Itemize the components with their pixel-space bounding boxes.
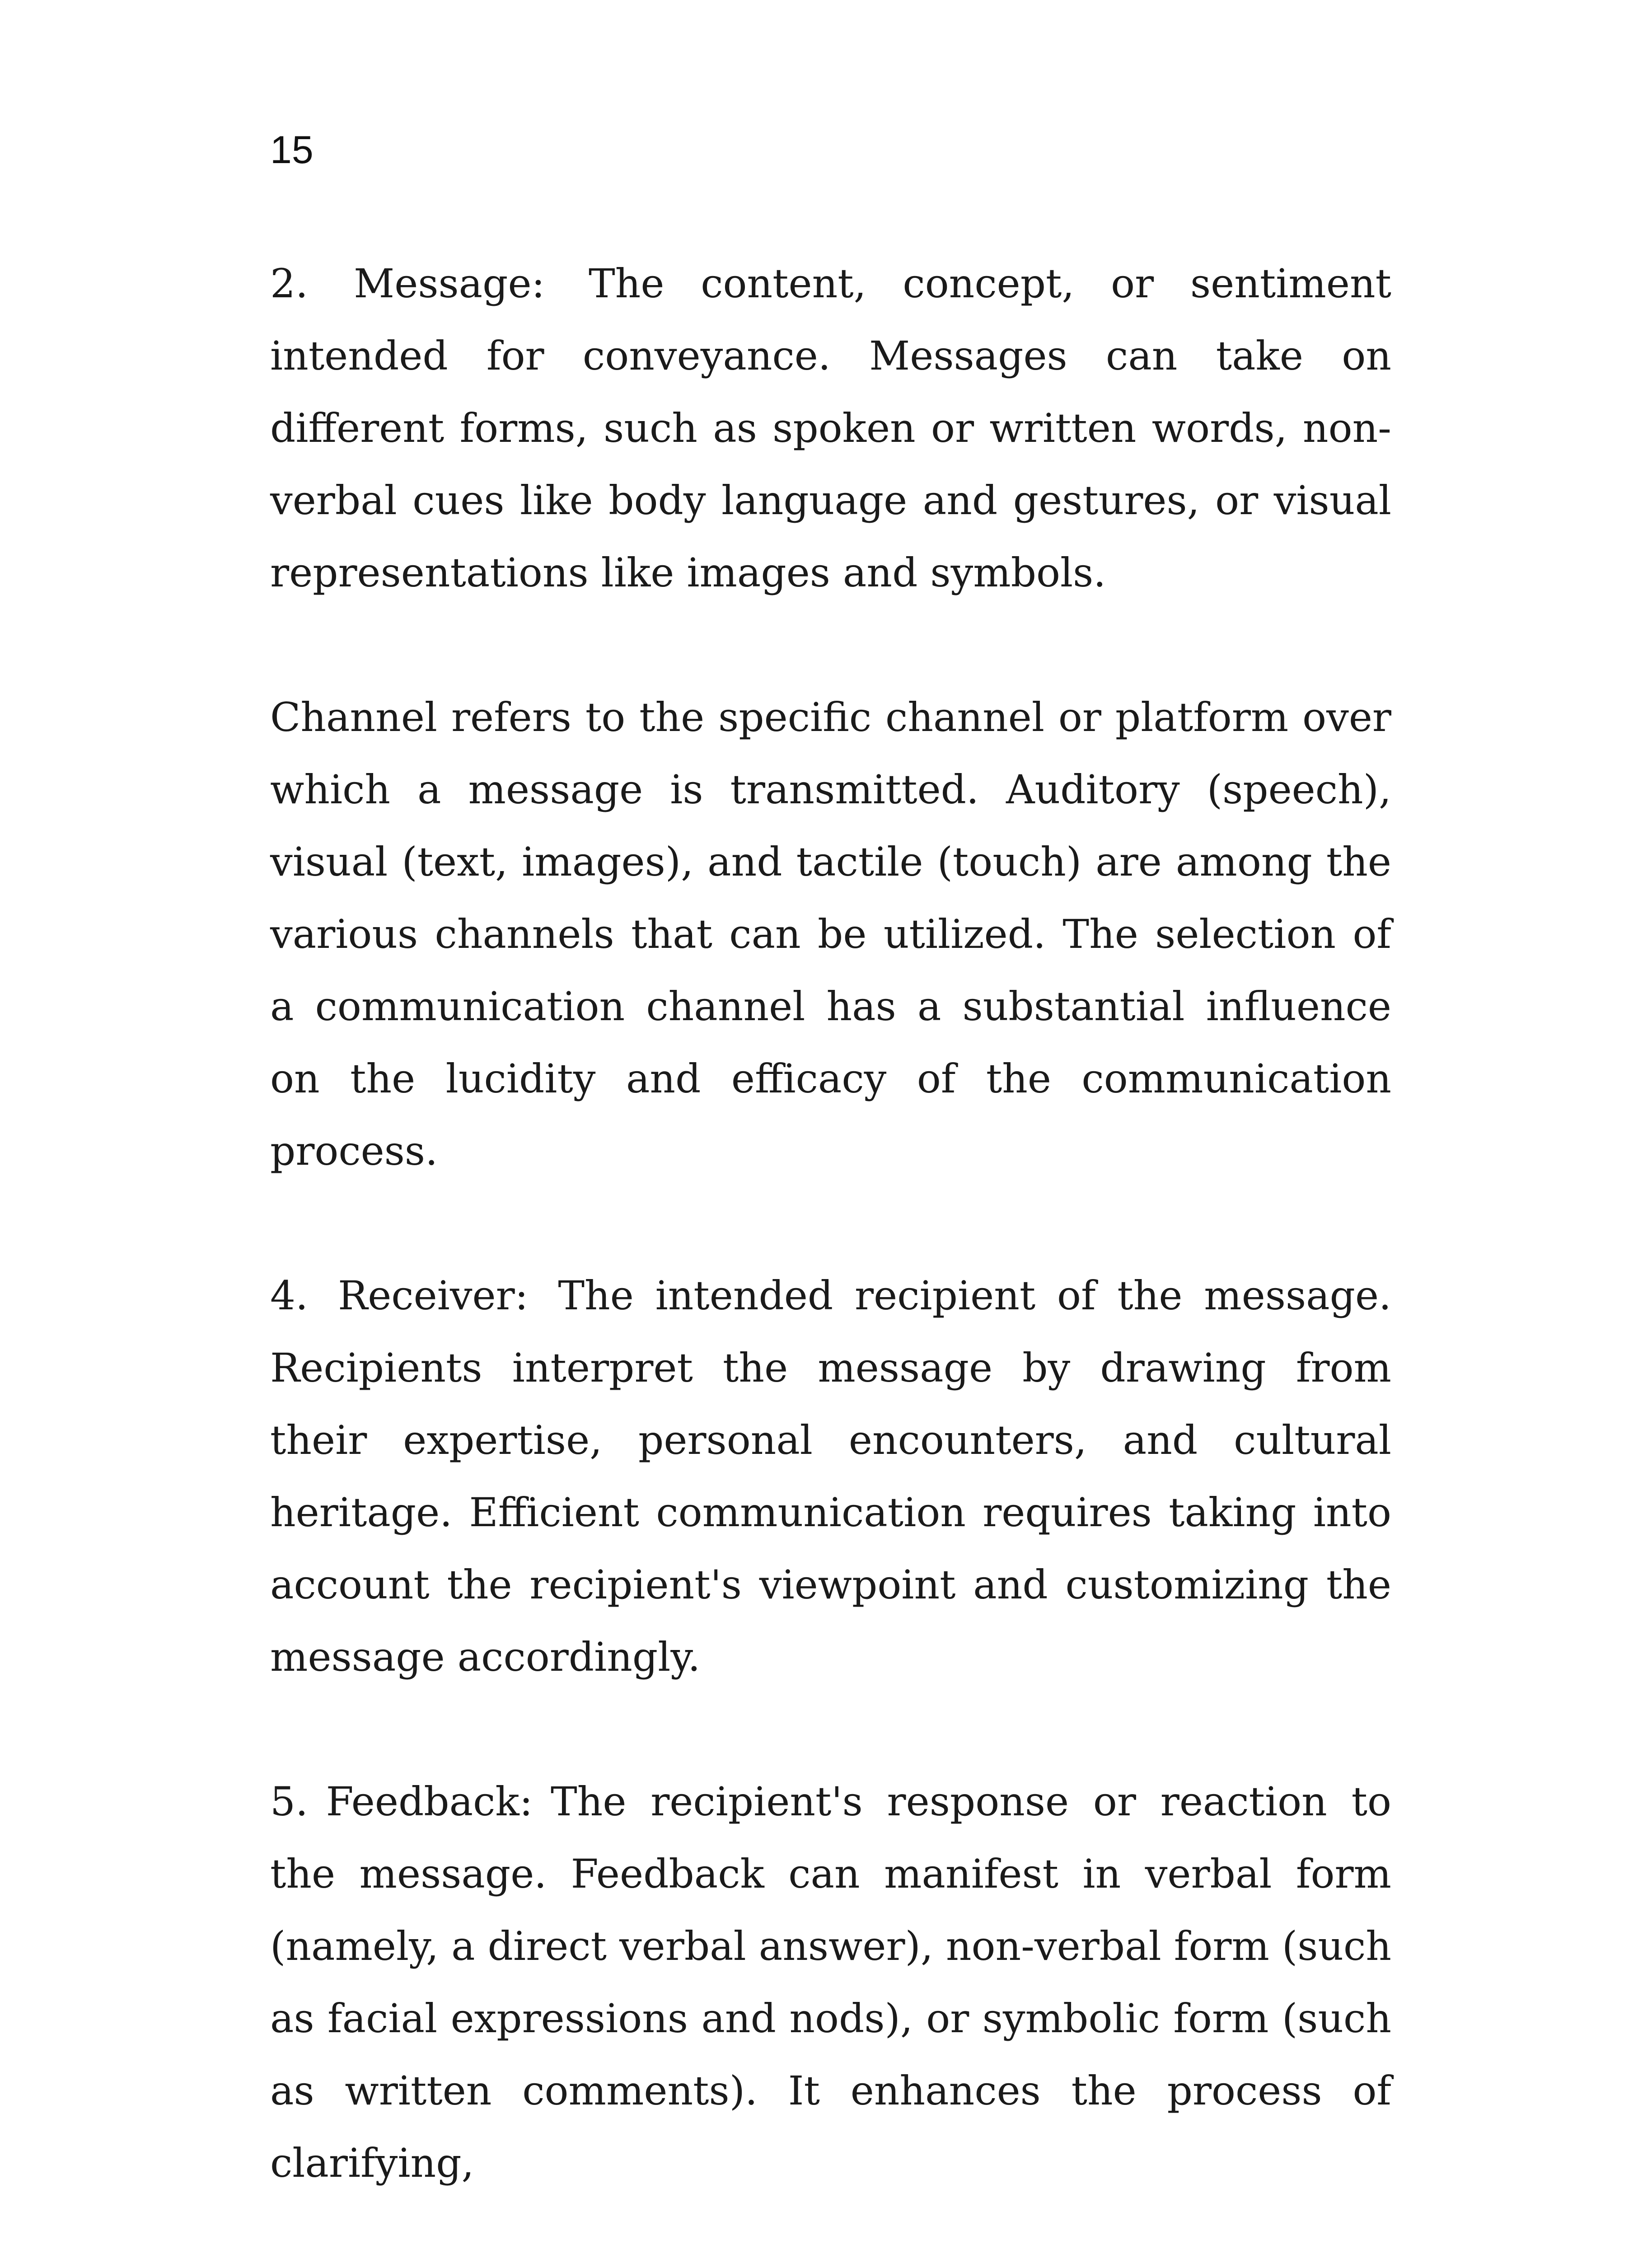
paragraph-feedback [270, 1766, 1391, 2199]
paragraph-text: Channel refers to the specific channel or platform over which a message is transmitted. Auditory (speech), visual (text, images), and tactile (touch) are among the various channels that can be utilized. The selection of a communication channel has a substantial influence on the lucidity and efficacy of the communication process. [270, 694, 1391, 1174]
page-number: 15 [270, 128, 314, 172]
list-number: 5. [270, 1778, 308, 1825]
list-number: 4. [270, 1272, 308, 1319]
paragraph-text: The recipient's response or reaction to the message. Feedback can manifest in verbal form (namely, a direct verbal answer), non-verbal form (such as facial expressions and nods), or symbolic form (such as written comments). It enhances the process of clarifying, [270, 1778, 1391, 2186]
paragraph-text: The content, concept, or sentiment intended for conveyance. Messages can take on different forms, such as spoken or written words, non-verbal cues like body language and gestures, or visual representations like images and symbols. [270, 260, 1391, 596]
paragraph-message [270, 248, 1391, 609]
paragraph-text: The intended recipient of the message. Recipients interpret the message by drawing from their expertise, personal encounters, and cultural heritage. Efficient communication requires taking into account the recipient's viewpoint and customizing the message accordingly. [270, 1272, 1391, 1680]
paragraph-receiver [270, 1260, 1391, 1693]
term-label: Feedback: [326, 1778, 533, 1825]
list-number: 2. [270, 260, 308, 307]
term-label: Message: [354, 260, 545, 307]
paragraph-channel [270, 681, 1391, 1187]
page-body [270, 248, 1391, 2199]
term-label: Receiver: [337, 1272, 529, 1319]
